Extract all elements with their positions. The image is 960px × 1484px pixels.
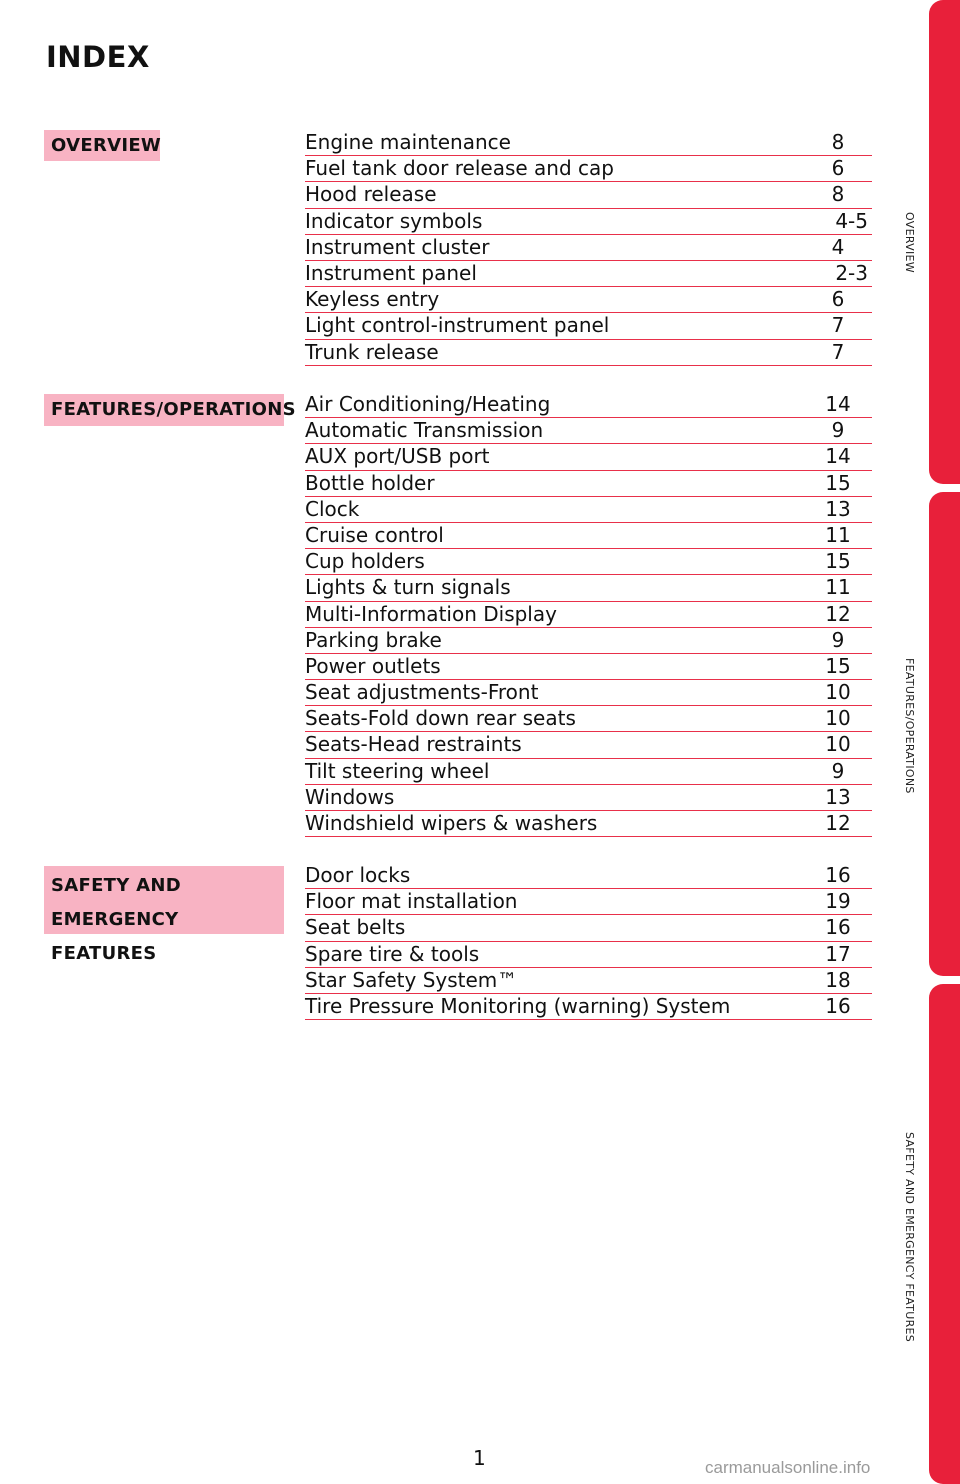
entry-page: 14 <box>825 392 851 416</box>
index-entry[interactable] <box>305 811 872 837</box>
index-entry[interactable] <box>305 628 872 654</box>
index-entry[interactable] <box>305 759 872 785</box>
page-number: 1 <box>473 1446 486 1470</box>
entries-features <box>305 392 872 837</box>
entry-page: 6 <box>831 287 845 312</box>
index-entry[interactable] <box>305 523 872 549</box>
index-entry[interactable] <box>305 575 872 601</box>
entry-page: 12 <box>825 601 851 626</box>
entry-page: 7 <box>831 313 845 338</box>
side-tab-text: OVERVIEW <box>903 212 916 273</box>
entry-name: Windshield wipers & washers <box>305 811 598 835</box>
entry-page: 11 <box>825 575 851 600</box>
entry-name: Instrument cluster <box>305 234 490 259</box>
entry-page: 13 <box>825 784 851 809</box>
entry-name: Engine maintenance <box>305 130 511 154</box>
index-entry[interactable] <box>305 471 872 497</box>
entries-overview <box>305 130 872 366</box>
index-entry[interactable] <box>305 340 872 366</box>
side-tab-features[interactable] <box>929 492 960 976</box>
index-entry[interactable] <box>305 235 872 261</box>
index-entry[interactable] <box>305 680 872 706</box>
entry-page: 10 <box>825 732 851 757</box>
index-entry[interactable] <box>305 313 872 339</box>
entry-name: Keyless entry <box>305 287 440 312</box>
section-label-line: EMERGENCY FEATURES <box>51 909 179 964</box>
entry-name: Instrument panel <box>305 260 477 285</box>
index-entry[interactable] <box>305 654 872 680</box>
index-entry[interactable] <box>305 182 872 208</box>
entry-page: 18 <box>825 967 851 992</box>
index-entry[interactable] <box>305 994 872 1020</box>
entry-page: 19 <box>825 889 851 914</box>
side-tab-overview[interactable] <box>929 0 960 484</box>
entry-name: Bottle holder <box>305 470 435 495</box>
index-entry[interactable] <box>305 549 872 575</box>
entry-name: Star Safety System™ <box>305 967 518 992</box>
entry-page: 4-5 <box>835 208 868 233</box>
entry-name: Door locks <box>305 863 411 887</box>
entries-safety <box>305 863 872 1020</box>
side-tab-text: SAFETY AND EMERGENCY FEATURES <box>903 1132 916 1343</box>
entry-name: Clock <box>305 496 360 521</box>
entry-page: 16 <box>825 863 851 887</box>
entry-name: Power outlets <box>305 653 441 678</box>
index-entry[interactable] <box>305 392 872 418</box>
entry-page: 9 <box>831 418 845 443</box>
entry-page: 15 <box>825 470 851 495</box>
entry-page: 15 <box>825 653 851 678</box>
entry-name: Cruise control <box>305 522 444 547</box>
entry-name: Seat adjustments-Front <box>305 680 539 705</box>
entry-page: 17 <box>825 941 851 966</box>
entry-name: Hood release <box>305 182 437 207</box>
entry-page: 12 <box>825 811 851 835</box>
entry-page: 6 <box>831 156 845 181</box>
entry-page: 15 <box>825 549 851 574</box>
index-entry[interactable] <box>305 602 872 628</box>
entry-page: 7 <box>831 339 845 364</box>
section-label-overview <box>44 130 160 161</box>
entry-name: Automatic Transmission <box>305 418 544 443</box>
entry-page: 10 <box>825 680 851 705</box>
index-entry[interactable] <box>305 968 872 994</box>
side-tab-safety[interactable] <box>929 984 960 1484</box>
index-entry[interactable] <box>305 444 872 470</box>
entry-page: 9 <box>831 627 845 652</box>
index-entry[interactable] <box>305 785 872 811</box>
entry-page: 10 <box>825 706 851 731</box>
entry-page: 8 <box>831 130 845 154</box>
index-entry[interactable] <box>305 889 872 915</box>
entry-name: AUX port/USB port <box>305 444 490 469</box>
entry-name: Cup holders <box>305 549 425 574</box>
index-entry[interactable] <box>305 915 872 941</box>
watermark: carmanualsonline.info <box>705 1458 871 1477</box>
index-entry[interactable] <box>305 130 872 156</box>
entry-name: Multi-Information Display <box>305 601 557 626</box>
entry-name: Seat belts <box>305 915 406 940</box>
section-label-features <box>44 394 296 426</box>
index-entry[interactable] <box>305 706 872 732</box>
index-entry[interactable] <box>305 209 872 235</box>
page-title: INDEX <box>46 40 150 74</box>
entry-name: Tire Pressure Monitoring (warning) System <box>305 993 731 1018</box>
entry-page: 8 <box>831 182 845 207</box>
entry-page: 16 <box>825 915 851 940</box>
index-entry[interactable] <box>305 156 872 182</box>
section-label-line: SAFETY AND <box>51 875 182 896</box>
entry-name: Air Conditioning/Heating <box>305 392 551 416</box>
entry-name: Lights & turn signals <box>305 575 511 600</box>
entry-page: 4 <box>831 234 845 259</box>
section-label-line: FEATURES/OPERATIONS <box>51 399 296 420</box>
entry-name: Windows <box>305 784 395 809</box>
entry-page: 2-3 <box>835 260 868 285</box>
entry-page: 9 <box>831 758 845 783</box>
entry-page: 16 <box>825 993 851 1018</box>
entry-name: Seats-Fold down rear seats <box>305 706 576 731</box>
entry-page: 13 <box>825 496 851 521</box>
index-entry[interactable] <box>305 287 872 313</box>
entry-name: Floor mat installation <box>305 889 518 914</box>
entry-name: Light control-instrument panel <box>305 313 610 338</box>
entry-name: Indicator symbols <box>305 208 483 233</box>
entry-name: Seats-Head restraints <box>305 732 522 757</box>
index-entry[interactable] <box>305 497 872 523</box>
entry-name: Tilt steering wheel <box>305 758 490 783</box>
index-entry[interactable] <box>305 418 872 444</box>
section-label-line: OVERVIEW <box>51 135 162 156</box>
entry-name: Fuel tank door release and cap <box>305 156 614 181</box>
entry-name: Parking brake <box>305 627 442 652</box>
entry-name: Trunk release <box>305 339 439 364</box>
entry-page: 14 <box>825 444 851 469</box>
section-label-safety <box>44 866 284 964</box>
index-entry[interactable] <box>305 942 872 968</box>
entry-name: Spare tire & tools <box>305 941 480 966</box>
entry-page: 11 <box>825 522 851 547</box>
index-entry[interactable] <box>305 261 872 287</box>
side-tab-text: FEATURES/OPERATIONS <box>903 658 916 794</box>
index-entry[interactable] <box>305 863 872 889</box>
index-entry[interactable] <box>305 732 872 758</box>
